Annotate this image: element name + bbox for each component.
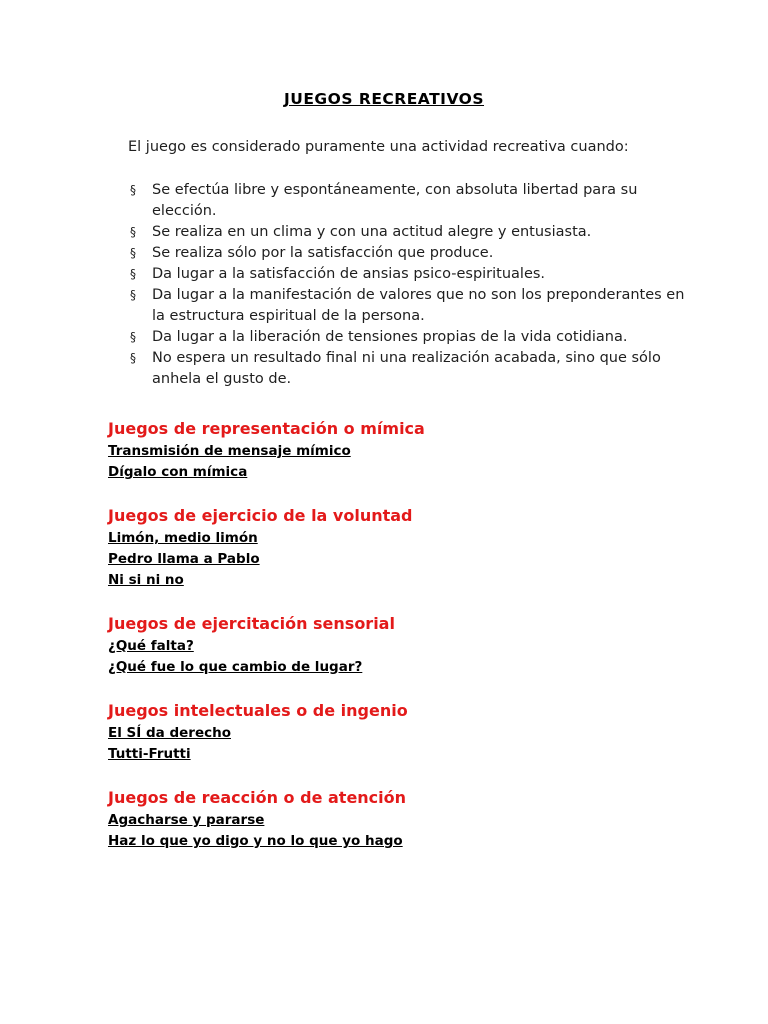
game-list (108, 723, 708, 765)
game-list (108, 810, 708, 852)
game-item: Haz lo que yo digo y no lo que yo hago (108, 833, 403, 849)
game-sections (108, 417, 708, 873)
section-representation (108, 417, 708, 483)
section-heading: Juegos de ejercitación sensorial (108, 614, 395, 633)
bullet-mark: § (130, 267, 136, 281)
page-title: JUEGOS RECREATIVOS (283, 90, 485, 108)
list-item (128, 264, 688, 285)
list-item (128, 348, 688, 390)
section-reaction (108, 786, 708, 852)
list-item-text: elección. (152, 203, 217, 219)
game-item: Ni si ni no (108, 572, 184, 588)
section-sensory (108, 612, 708, 678)
section-heading: Juegos intelectuales o de ingenio (108, 701, 408, 720)
section-will (108, 504, 708, 591)
section-intellectual (108, 699, 708, 765)
game-list (108, 528, 708, 591)
list-item-text: Se efectúa libre y espontáneamente, con absoluta libertad para su (152, 182, 638, 198)
game-list (108, 636, 708, 678)
criteria-list (128, 180, 688, 390)
game-item: ¿Qué fue lo que cambio de lugar? (108, 659, 363, 675)
list-item (128, 285, 688, 327)
game-item: Limón, medio limón (108, 530, 258, 546)
list-item (128, 327, 688, 348)
game-item: ¿Qué falta? (108, 638, 194, 654)
list-item-text: Se realiza sólo por la satisfacción que produce. (152, 245, 494, 261)
list-item-text: Da lugar a la manifestación de valores que no son los preponderantes en (152, 287, 685, 303)
game-item: El SÍ da derecho (108, 725, 231, 741)
game-list (108, 441, 708, 483)
section-heading: Juegos de reacción o de atención (108, 788, 407, 807)
list-item-text: anhela el gusto de. (152, 371, 292, 387)
game-item: Transmisión de mensaje mímico (108, 443, 351, 459)
bullet-mark: § (130, 225, 136, 239)
list-item (128, 180, 688, 222)
game-item: Tutti-Frutti (108, 746, 191, 762)
game-item: Agacharse y pararse (108, 812, 265, 828)
bullet-mark: § (130, 246, 136, 260)
list-item-text: Da lugar a la satisfacción de ansias psico-espirituales. (152, 266, 546, 282)
section-heading: Juegos de ejercicio de la voluntad (108, 506, 413, 525)
list-item-text: No espera un resultado final ni una realización acabada, sino que sólo (152, 350, 661, 366)
intro-paragraph: El juego es considerado puramente una actividad recreativa cuando: (128, 139, 629, 155)
list-item (128, 222, 688, 243)
list-item-text: Da lugar a la liberación de tensiones propias de la vida cotidiana. (152, 329, 628, 345)
bullet-mark: § (130, 351, 136, 365)
bullet-mark: § (130, 330, 136, 344)
section-heading: Juegos de representación o mímica (108, 419, 425, 438)
game-item: Pedro llama a Pablo (108, 551, 260, 567)
game-item: Dígalo con mímica (108, 464, 248, 480)
list-item-text: la estructura espiritual de la persona. (152, 308, 425, 324)
bullet-mark: § (130, 288, 136, 302)
list-item (128, 243, 688, 264)
list-item-text: Se realiza en un clima y con una actitud alegre y entusiasta. (152, 224, 592, 240)
bullet-mark: § (130, 183, 136, 197)
